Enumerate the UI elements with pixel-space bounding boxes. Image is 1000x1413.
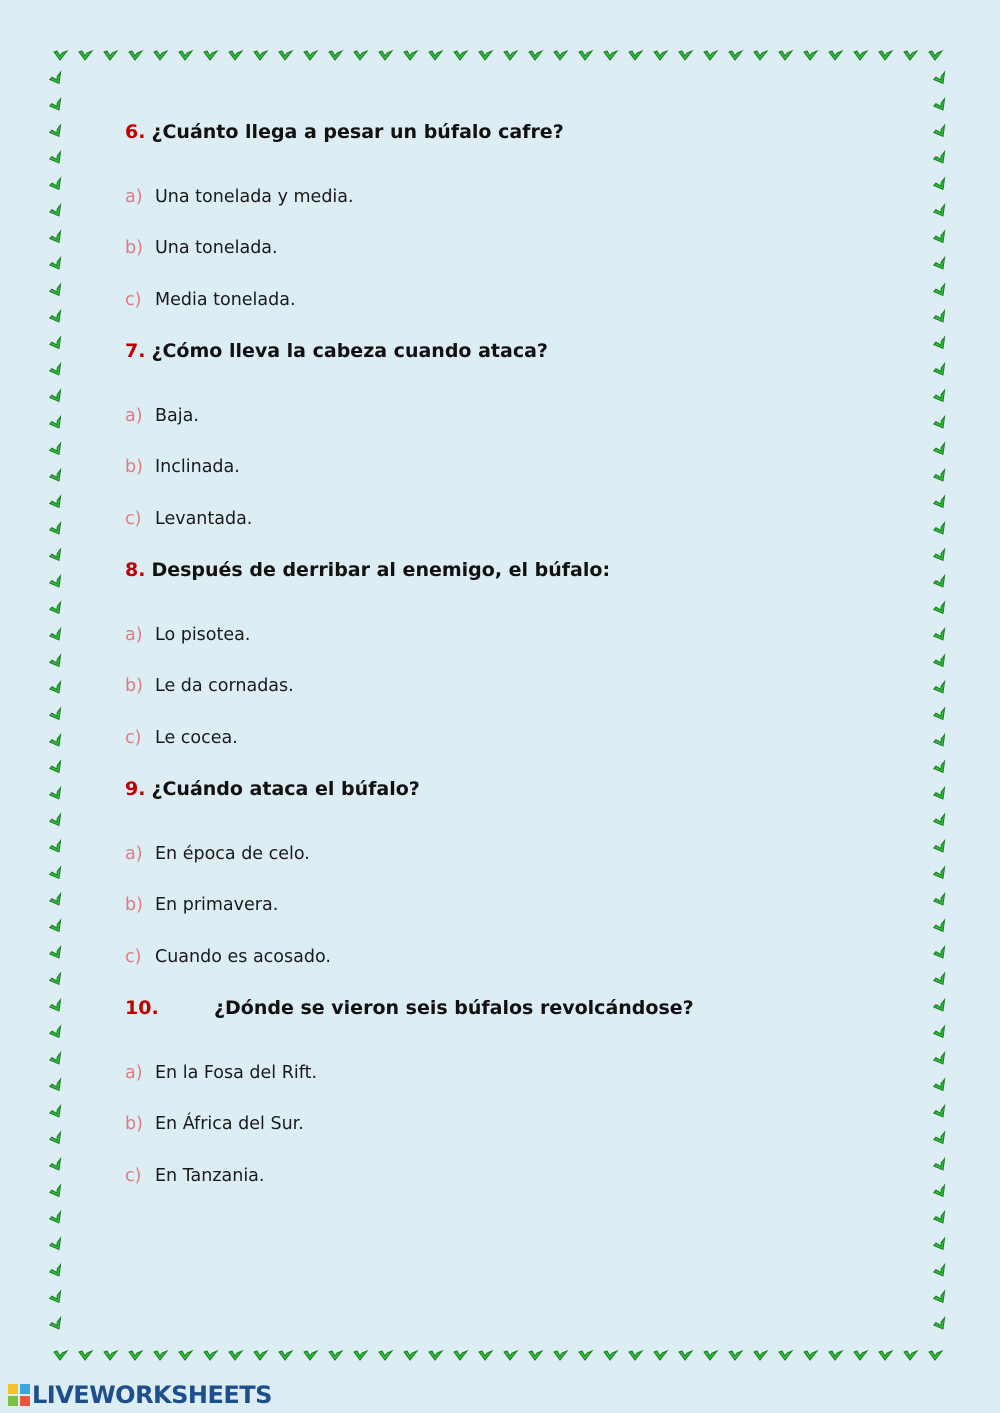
option-7c[interactable] [125, 509, 252, 529]
option-letter: a) [125, 625, 143, 645]
option-text: En primavera. [155, 895, 279, 915]
option-text: En África del Sur. [155, 1114, 304, 1134]
question-8 [125, 559, 610, 581]
option-8a[interactable] [125, 625, 250, 645]
option-letter: b) [125, 895, 143, 915]
question-number: 7. [125, 340, 146, 362]
question-text: ¿Cuánto llega a pesar un búfalo cafre? [151, 121, 564, 143]
option-letter: a) [125, 187, 143, 207]
question-text: Después de derribar al enemigo, el búfalo: [151, 559, 611, 581]
question-7 [125, 340, 548, 362]
option-8b[interactable] [125, 676, 294, 696]
question-text: ¿Cuándo ataca el búfalo? [151, 778, 420, 800]
option-text: En época de celo. [155, 844, 310, 864]
option-9c[interactable] [125, 947, 331, 967]
question-number: 9. [125, 778, 146, 800]
option-text: Una tonelada. [155, 238, 278, 258]
option-letter: b) [125, 676, 143, 696]
option-9b[interactable] [125, 895, 278, 915]
question-number: 8. [125, 559, 146, 581]
option-letter: a) [125, 844, 143, 864]
question-9 [125, 778, 420, 800]
logo-text: LIVEWORKSHEETS [32, 1381, 272, 1409]
option-letter: b) [125, 457, 143, 477]
option-text: Inclinada. [155, 457, 240, 477]
option-9a[interactable] [125, 844, 310, 864]
option-letter: b) [125, 1114, 143, 1134]
option-7b[interactable] [125, 457, 240, 477]
option-6a[interactable] [125, 187, 354, 207]
option-text: Una tonelada y media. [155, 187, 354, 207]
option-text: Baja. [155, 406, 199, 426]
question-number: 6. [125, 121, 146, 143]
option-letter: a) [125, 406, 143, 426]
option-8c[interactable] [125, 728, 238, 748]
logo-blocks-icon [8, 1384, 30, 1406]
option-text: Lo pisotea. [155, 625, 251, 645]
option-letter: a) [125, 1063, 143, 1083]
option-letter: b) [125, 238, 143, 258]
option-text: Cuando es acosado. [155, 947, 331, 967]
question-text: ¿Cómo lleva la cabeza cuando ataca? [151, 340, 548, 362]
liveworksheets-logo[interactable] [8, 1381, 272, 1409]
option-10b[interactable] [125, 1114, 304, 1134]
option-text: En Tanzania. [155, 1166, 265, 1186]
option-letter: c) [125, 1166, 142, 1186]
question-10 [125, 997, 694, 1019]
question-text: ¿Dónde se vieron seis búfalos revolcándose? [214, 997, 694, 1019]
option-letter: c) [125, 509, 142, 529]
option-text: Le cocea. [155, 728, 238, 748]
option-text: Le da cornadas. [155, 676, 294, 696]
question-number: 10. [125, 997, 159, 1019]
option-6c[interactable] [125, 290, 296, 310]
option-7a[interactable] [125, 406, 199, 426]
option-text: En la Fosa del Rift. [155, 1063, 318, 1083]
option-10c[interactable] [125, 1166, 264, 1186]
option-text: Media tonelada. [155, 290, 296, 310]
option-letter: c) [125, 290, 142, 310]
question-6 [125, 121, 564, 143]
option-10a[interactable] [125, 1063, 317, 1083]
option-6b[interactable] [125, 238, 278, 258]
option-text: Levantada. [155, 509, 253, 529]
option-letter: c) [125, 947, 142, 967]
option-letter: c) [125, 728, 142, 748]
